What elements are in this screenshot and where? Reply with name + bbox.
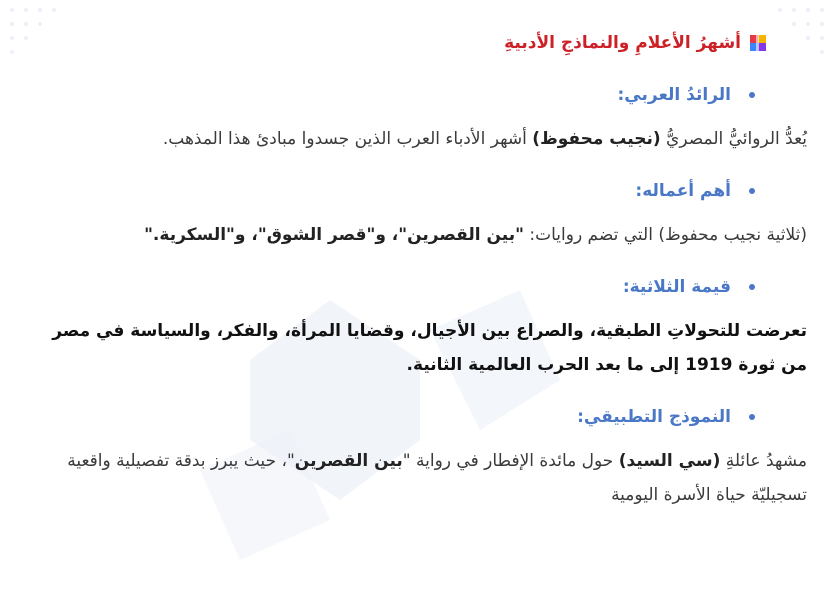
page-title: أشهرُ الأعلامِ والنماذجِ الأدبيةِ [504, 33, 741, 53]
character-name: (سي السيد) [618, 451, 721, 471]
title-row [26, 26, 807, 60]
section-text-works [26, 218, 807, 252]
bullet-dot-icon [749, 92, 755, 98]
section-heading-label: قيمة الثلاثية: [622, 277, 731, 297]
section-text-applied-model [26, 444, 807, 512]
text-fragment: حول مائدة الإفطار في رواية " [402, 451, 619, 471]
section-heading-label: الرائدُ العربي: [617, 85, 731, 105]
bullet-dot-icon [749, 188, 755, 194]
text-fragment: "، حيث يبرز بدقة تفصيلية واقعية تسجيليّة حياة الأسرة اليومية [67, 451, 807, 505]
section-heading-label: النموذج التطبيقي: [577, 407, 731, 427]
bullet-dot-icon [749, 284, 755, 290]
section-text-pioneer [26, 122, 807, 156]
text-fragment: يُعدُّ الروائيُّ المصريُّ [660, 129, 807, 149]
text-fragment: أشهر الأدباء العرب الذين جسدوا مبادئ هذا المذهب. [162, 129, 533, 149]
color-blocks-icon [749, 34, 767, 52]
text-fragment: (ثلاثية نجيب محفوظ) التي تضم روايات: [523, 225, 807, 245]
section-heading-works [26, 176, 807, 206]
text-fragment: مشهدُ عائلةِ [720, 451, 807, 471]
section-heading-pioneer [26, 80, 807, 110]
section-heading-value [26, 272, 807, 302]
bullet-dot-icon [749, 414, 755, 420]
section-text-value: تعرضت للتحولاتِ الطبقية، والصراع بين الأجيال، وقضايا المرأة، والفكر، والسياسة في مصر من ثورة 1919 إلى ما بعد الحرب العالمية الثانية. [52, 321, 807, 375]
novel-title: بين القصرين [294, 451, 403, 471]
author-name: (نجيب محفوظ) [532, 129, 661, 149]
section-heading-label: أهم أعماله: [635, 181, 731, 201]
section-heading-applied-model [26, 402, 807, 432]
novel-titles: "بين القصرين"، و"قصر الشوق"، و"السكرية." [144, 225, 524, 245]
